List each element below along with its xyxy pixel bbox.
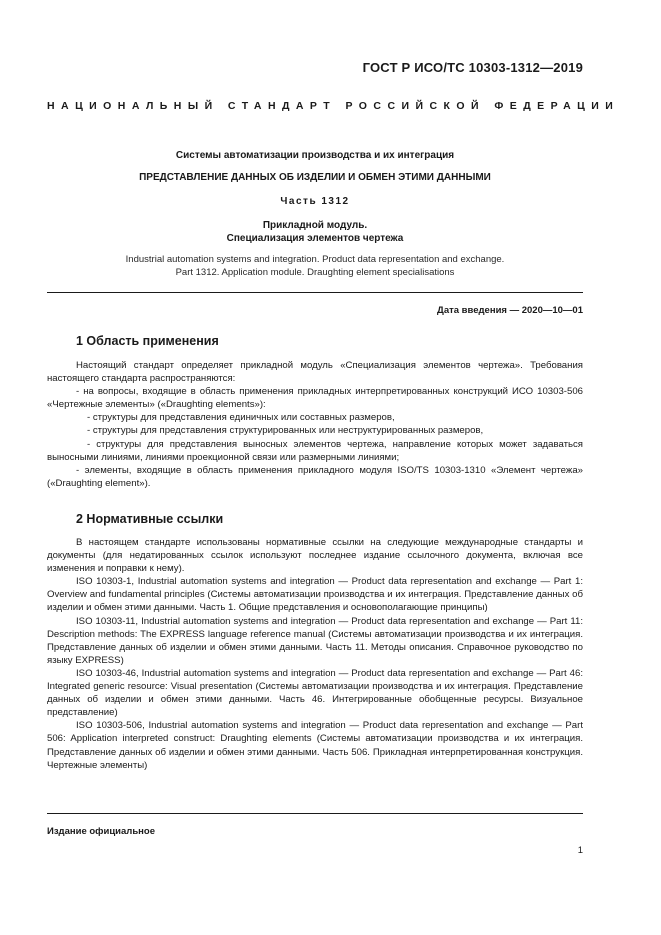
paragraph: Настоящий стандарт определяет прикладной модуль «Специализация элементов чертежа». Требования настоящего стандарта распространяются: — [47, 360, 583, 385]
reference-item: ISO 10303-11, Industrial automation systems and integration — Product data representation and exchange — Part 11: Description methods: The EXPRESS language reference manual (Системы автоматизации производства и их интеграция. Представление данных об изделии и обмен этими данными. Часть 11. Методы описания. Справочное руководство по языку EXPRESS) — [47, 615, 583, 666]
title-module-line1: Прикладной модуль. — [262, 220, 368, 231]
reference-item: ISO 10303-46, Industrial automation systems and integration — Product data representation and exchange — Part 46: Integrated generic resource: Visual presentation (Системы автоматизации производства и их интеграция. Представление данных об изделии и обмен этими данными. Часть 46. Интегрированные обобщенные ресурсы. Визуальное представление) — [47, 667, 583, 719]
section-2-body — [47, 536, 583, 772]
list-item: - структуры для представления структурированных или неструктурированных размеров, — [87, 425, 484, 437]
title-subject: ПРЕДСТАВЛЕНИЕ ДАННЫХ ОБ ИЗДЕЛИИ И ОБМЕН ЭТИМИ ДАННЫМИ — [139, 172, 491, 183]
introduction-date: Дата введения — 2020—10—01 — [437, 305, 583, 316]
official-edition-label: Издание официальное — [47, 826, 155, 837]
section-2-heading: 2 Нормативные ссылки — [76, 512, 224, 526]
english-title-line2: Part 1312. Application module. Draughting element specialisations — [175, 267, 455, 278]
title-divider — [47, 292, 583, 293]
list-item: - структуры для представления единичных или составных размеров, — [87, 412, 395, 424]
reference-item: ISO 10303-506, Industrial automation systems and integration — Product data representation and exchange — Part 506: Application interpreted construct: Draughting elements (Системы автоматизации производства и их интеграция. Представление данных об изделии и обмен этими данными. Часть 506. Прикладная интерпретированная конструкция. Чертежные элементы) — [47, 720, 583, 771]
page-number: 1 — [577, 845, 583, 856]
paragraph: - на вопросы, входящие в область применения прикладных интерпретированных конструкций ИСО 10303-506 «Чертежные элементы» («Draughting elements»): — [47, 386, 583, 411]
document-id: ГОСТ Р ИСО/ТС 10303-1312—2019 — [362, 60, 583, 75]
title-part: Часть 1312 — [280, 196, 350, 207]
paragraph: - элементы, входящие в область применения прикладного модуля ISO/TS 10303-1310 «Элемент чертежа» («Draughting element»). — [47, 464, 583, 489]
reference-item: ISO 10303-1, Industrial automation systems and integration — Product data representation and exchange — Part 1: Overview and fundamental principles (Системы автоматизации производства и их интеграция. Представление данных об изделии и обмен этими данными. Часть 1. Общие представления и основополагающие принципы) — [47, 576, 583, 614]
english-title-line1: Industrial automation systems and integration. Product data representation and exchange. — [125, 254, 505, 265]
section-1-heading: 1 Область применения — [76, 334, 219, 348]
title-module-line2: Специализация элементов чертежа — [226, 233, 404, 244]
title-series: Системы автоматизации производства и их интеграция — [175, 150, 455, 161]
paragraph: В настоящем стандарте использованы нормативные ссылки на следующие международные стандарты и документы (для недатированных ссылок используют последнее издание ссылочного документа, включая все изменения и поправки к нему). — [47, 537, 583, 575]
title-module — [47, 219, 583, 245]
section-1-body — [47, 359, 583, 490]
list-item: - структуры для представления выносных элементов чертежа, направление которых может задаваться выносными линиями, линиями проекционной связи или размерными линиями; — [47, 438, 583, 463]
footer-divider — [47, 813, 583, 814]
english-title — [47, 253, 583, 279]
national-standard-banner: НАЦИОНАЛЬНЫЙ СТАНДАРТ РОССИЙСКОЙ ФЕДЕРАЦИИ — [47, 100, 620, 112]
